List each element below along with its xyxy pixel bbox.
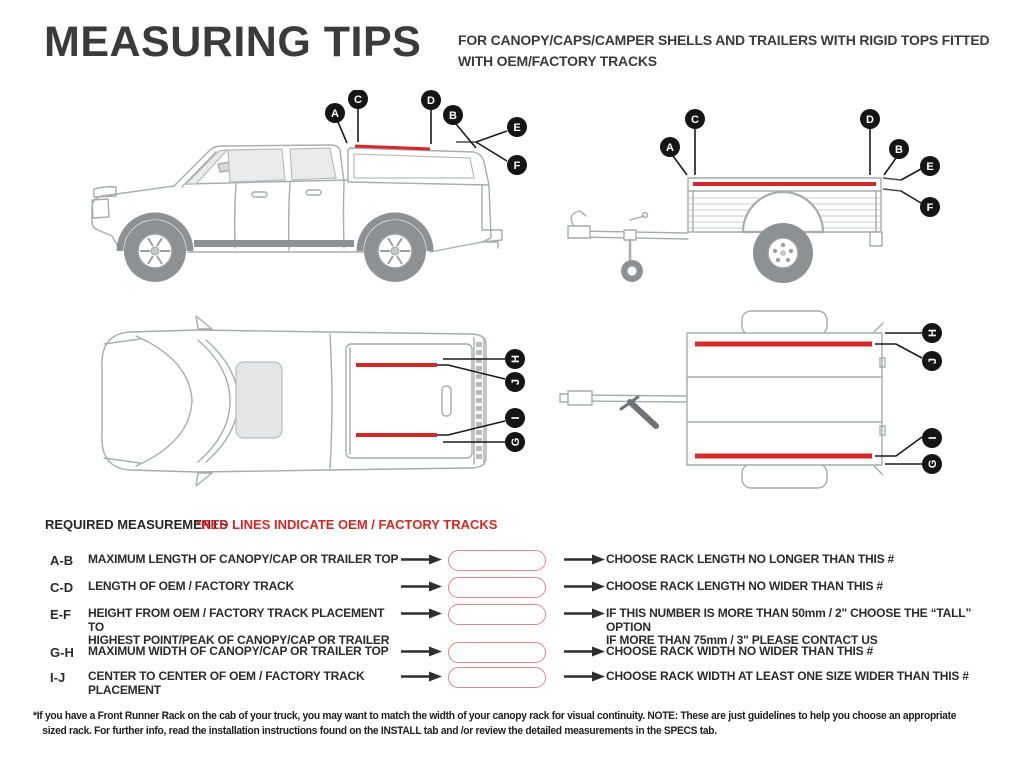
svg-text:C: C (691, 114, 699, 126)
row-description: CENTER TO CENTER OF OEM / FACTORY TRACK PLACEMENT (88, 669, 365, 697)
row-instruction: CHOOSE RACK WIDTH NO WIDER THAN THIS # (606, 644, 874, 658)
marker-f (507, 155, 527, 175)
rocker-panel (194, 240, 354, 247)
footnote (33, 709, 1011, 739)
row-instruction: CHOOSE RACK LENGTH NO LONGER THAN THIS # (606, 552, 895, 566)
arrow-right-icon (400, 607, 448, 619)
svg-text:B: B (895, 144, 903, 156)
row-label: I-J (50, 670, 66, 685)
rear-wheel (364, 220, 426, 282)
marker-g (505, 432, 525, 452)
svg-text:D: D (866, 114, 874, 126)
svg-text:B: B (449, 110, 457, 122)
marker-c (348, 90, 368, 109)
required-measurements-header (45, 517, 497, 532)
row-label: C-D (50, 580, 74, 595)
svg-text:G: G (510, 437, 522, 447)
measurement-blank-oval (448, 667, 546, 688)
arrow-right-icon (546, 553, 606, 565)
measurement-blank-oval (448, 550, 546, 571)
row-description: LENGTH OF OEM / FACTORY TRACK (88, 579, 294, 593)
truck-top-body (102, 316, 486, 486)
measurement-row-ab (50, 553, 1018, 571)
page-subtitle (458, 30, 1003, 72)
row-instruction: CHOOSE RACK WIDTH AT LEAST ONE SIZE WIDER THAN THIS # (606, 669, 969, 683)
jockey-wheel (621, 260, 643, 282)
height-ticks (883, 178, 901, 191)
measurement-blank-oval (448, 642, 546, 663)
row-label: G-H (50, 645, 74, 660)
marker-h (922, 323, 942, 343)
marker-c (685, 109, 705, 129)
trailer-top-view-diagram (558, 298, 1008, 503)
row-description: MAXIMUM LENGTH OF CANOPY/CAP OR TRAILER TOP (88, 552, 399, 566)
marker-a (660, 137, 680, 157)
measurement-blank-oval (448, 577, 546, 598)
row-instruction: CHOOSE RACK LENGTH NO WIDER THAN THIS # (606, 579, 883, 593)
svg-text:A: A (331, 108, 339, 120)
svg-text:E: E (513, 122, 521, 134)
sunroof (236, 362, 282, 438)
footnote-line-1: *If you have a Front Runner Rack on the cab of your truck, you may want to match the width of your canopy rack for visual continuity. NOTE: These are just guidelines to help you choose an appropriate (33, 710, 957, 722)
marker-j (922, 351, 942, 371)
marker-i (505, 408, 525, 428)
truck-top-view-diagram (78, 298, 548, 508)
marker-e (920, 156, 940, 176)
svg-text:F: F (513, 160, 521, 172)
leader-lines (338, 109, 507, 161)
arrow-right-icon (400, 580, 448, 592)
marker-j (505, 372, 525, 392)
svg-text:F: F (926, 202, 934, 214)
page-title: MEASURING TIPS (44, 18, 422, 66)
svg-text:I: I (510, 416, 522, 420)
trailer-side-view-diagram (558, 90, 1008, 300)
subtitle-line-2: WITH OEM/FACTORY TRACKS (458, 53, 657, 69)
marker-d (860, 109, 880, 129)
measurement-blank-oval (448, 604, 546, 625)
svg-text:E: E (926, 161, 934, 173)
arrow-right-icon (546, 645, 606, 657)
svg-text:J: J (510, 378, 522, 386)
arrow-right-icon (546, 580, 606, 592)
arrow-right-icon (400, 553, 448, 565)
measurement-row-ij (50, 670, 1018, 697)
marker-e (507, 117, 527, 137)
trailer-body (568, 178, 882, 260)
svg-text:H: H (927, 329, 939, 337)
row-label: E-F (50, 607, 71, 622)
marker-i (922, 428, 942, 448)
red-lines-note: *RED LINES INDICATE OEM / FACTORY TRACKS (196, 517, 498, 532)
arrow-right-icon (400, 670, 448, 682)
marker-h (505, 349, 525, 369)
row-label: A-B (50, 553, 74, 568)
row-instruction: IF THIS NUMBER IS MORE THAN 50mm / 2" CHOOSE THE “TALL” OPTION IF MORE THAN 75mm / 3" PLEASE CONTACT US (606, 606, 972, 647)
svg-text:I: I (927, 436, 939, 440)
marker-a (325, 103, 345, 123)
arrow-right-icon (546, 670, 606, 682)
svg-text:G: G (927, 459, 939, 469)
marker-g (922, 454, 942, 474)
row-description: MAXIMUM WIDTH OF CANOPY/CAP OR TRAILER TOP (88, 644, 389, 658)
trailer-wheel (753, 223, 813, 283)
svg-text:D: D (427, 95, 435, 107)
trailer-top-body (560, 311, 885, 488)
measurement-row-gh (50, 645, 1018, 663)
marker-b (889, 139, 909, 159)
arrow-right-icon (400, 645, 448, 657)
arrow-right-icon (546, 607, 606, 619)
front-wheel (124, 220, 186, 282)
footnote-line-2: sized rack. For further info, read the installation instructions found on the INSTALL tab and /or review the detailed measurements in the SPECS tab. (42, 725, 717, 737)
svg-text:H: H (510, 355, 522, 363)
row-description: HEIGHT FROM OEM / FACTORY TRACK PLACEMENT TO HIGHEST POINT/PEAK OF CANOPY/CAP OR TRAILER (88, 606, 390, 647)
marker-b (443, 105, 463, 125)
svg-text:C: C (354, 94, 362, 106)
truck-side-view-diagram (78, 90, 538, 295)
required-measurements-heading: REQUIRED MEASUREMENTS (45, 517, 228, 532)
measurement-row-cd (50, 580, 1018, 598)
marker-f (920, 197, 940, 217)
truck-windows (186, 148, 474, 184)
subtitle-line-1: FOR CANOPY/CAPS/CAMPER SHELLS AND TRAILERS WITH RIGID TOPS FITTED (458, 32, 990, 48)
svg-text:J: J (927, 357, 939, 365)
marker-d (421, 90, 441, 110)
svg-text:A: A (666, 142, 674, 154)
